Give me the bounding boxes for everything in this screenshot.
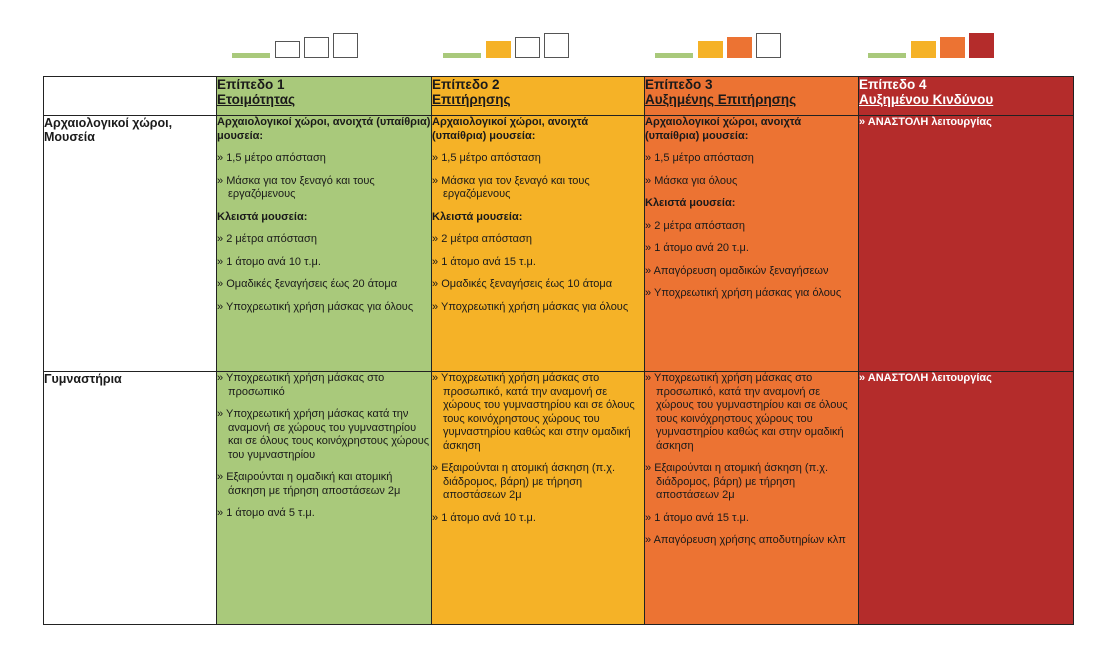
bullet-item: » 1 άτομο ανά 20 τ.μ. <box>645 242 858 256</box>
bullet-item: » Εξαιρούνται η ομαδική και ατομική άσκηση με τήρηση αποστάσεων 2μ <box>217 471 431 498</box>
level-4-name: Αυξημένου Κινδύνου <box>859 92 994 107</box>
subheading: Κλειστά μουσεία: <box>645 197 736 209</box>
level-3-name: Αυξημένης Επιτήρησης <box>645 92 797 107</box>
bullet-item: » Υποχρεωτική χρήση μάσκας στο προσωπικό, κατά την αναμονή σε χώρους του γυμναστηρίου και σε όλους τους κοινόχρηστους χώρους του γυμναστηρίου καθώς και στην ομαδική άσκηση <box>645 372 858 453</box>
row-label-gyms: Γυμναστήρια <box>44 372 217 625</box>
subheading: Αρχαιολογικοί χώροι, ανοιχτά (υπαίθρια) μουσεία: <box>432 116 589 142</box>
bullet-item: » 1 άτομο ανά 10 τ.μ. <box>217 256 431 270</box>
level-2-header <box>432 77 645 116</box>
subheading: Κλειστά μουσεία: <box>217 210 308 223</box>
cell-museums-level-2 <box>432 116 645 372</box>
bullet-item: » 1,5 μέτρο απόσταση <box>645 152 858 166</box>
cell-museums-level-4 <box>859 116 1074 372</box>
bullet-item: » 1 άτομο ανά 15 τ.μ. <box>645 512 858 526</box>
bullet-item: » Υποχρεωτική χρήση μάσκας στο προσωπικό, κατά την αναμονή σε χώρους του γυμναστηρίου και σε όλους τους κοινόχρηστους χώρους του γυμναστηρίου καθώς και στην ομαδική άσκηση <box>432 372 644 453</box>
cell-gyms-level-2 <box>432 372 645 625</box>
subheading: Αρχαιολογικοί χώροι, ανοιχτά (υπαίθρια) μουσεία: <box>645 116 802 142</box>
cell-gyms-level-1 <box>217 372 432 625</box>
indicator-segment <box>443 53 481 58</box>
bullet-item: » 1,5 μέτρο απόσταση <box>432 152 644 166</box>
level-1-number: Επίπεδο 1 <box>217 77 285 92</box>
indicator-segment <box>515 37 540 58</box>
bullet-item: » Μάσκα για τον ξεναγό και τους εργαζόμενους <box>432 175 644 202</box>
level-4-number: Επίπεδο 4 <box>859 77 927 92</box>
row-label-museums: Αρχαιολογικοί χώροι, Μουσεία <box>44 116 217 372</box>
level-3-number: Επίπεδο 3 <box>645 77 713 92</box>
level-1-name: Ετοιμότητας <box>217 92 296 107</box>
indicator-segment <box>868 53 906 58</box>
bullet-item: » 1 άτομο ανά 5 τ.μ. <box>217 507 431 521</box>
bullet-item: » Ομαδικές ξεναγήσεις έως 20 άτομα <box>217 278 431 292</box>
level-4-header <box>859 77 1074 116</box>
level-1-header <box>217 77 432 116</box>
bullet-item: » Υποχρεωτική χρήση μάσκας κατά την αναμονή σε χώρους του γυμναστηρίου και σε όλους τους κοινόχρηστους χώρους του γυμναστηρίου <box>217 408 431 462</box>
bullet-item: » Υποχρεωτική χρήση μάσκας για όλους <box>217 301 431 315</box>
bullet-item: » 1 άτομο ανά 10 τ.μ. <box>432 512 644 526</box>
bullet-item: » Ομαδικές ξεναγήσεις έως 10 άτομα <box>432 278 644 292</box>
bullet-item: » 2 μέτρα απόσταση <box>217 233 431 247</box>
indicator-segment <box>304 37 329 58</box>
indicator-segment <box>756 33 781 58</box>
indicator-segment <box>544 33 569 58</box>
indicator-segment <box>727 37 752 58</box>
level-indicator-3 <box>655 32 775 58</box>
indicator-segment <box>940 37 965 58</box>
bullet-item: » Υποχρεωτική χρήση μάσκας στο προσωπικό <box>217 372 431 399</box>
bullet-item: » ΑΝΑΣΤΟΛΗ λειτουργίας <box>859 372 1073 386</box>
indicator-segment <box>698 41 723 58</box>
subheading: Κλειστά μουσεία: <box>432 210 523 223</box>
bullet-item: » 1,5 μέτρο απόσταση <box>217 152 431 166</box>
level-indicator-2 <box>443 32 563 58</box>
level-2-name: Επιτήρησης <box>432 92 511 107</box>
indicator-segment <box>275 41 300 58</box>
cell-gyms-level-3 <box>645 372 859 625</box>
bullet-item: » Μάσκα για τον ξεναγό και τους εργαζόμενους <box>217 175 431 202</box>
bullet-item: » Υποχρεωτική χρήση μάσκας για όλους <box>432 301 644 315</box>
bullet-item: » 2 μέτρα απόσταση <box>645 220 858 234</box>
bullet-item: » Εξαιρούνται η ατομική άσκηση (π.χ. διάδρομος, βάρη) με τήρηση αποστάσεων 2μ <box>645 462 858 503</box>
corner-cell <box>44 77 217 116</box>
indicator-segment <box>911 41 936 58</box>
indicator-segment <box>486 41 511 58</box>
measures-table <box>43 76 1074 625</box>
level-indicator-4 <box>868 32 988 58</box>
indicator-segment <box>655 53 693 58</box>
indicator-segment <box>333 33 358 58</box>
bullet-item: » 1 άτομο ανά 15 τ.μ. <box>432 256 644 270</box>
bullet-item: » Απαγόρευση ομαδικών ξεναγήσεων <box>645 265 858 279</box>
bullet-item: » Απαγόρευση χρήσης αποδυτηρίων κλπ <box>645 534 858 548</box>
row-gyms <box>44 372 1074 625</box>
bullet-item: » Υποχρεωτική χρήση μάσκας για όλους <box>645 287 858 301</box>
cell-museums-level-3 <box>645 116 859 372</box>
bullet-item: » 2 μέτρα απόσταση <box>432 233 644 247</box>
row-museums <box>44 116 1074 372</box>
bullet-item: » Εξαιρούνται η ατομική άσκηση (π.χ. διάδρομος, βάρη) με τήρηση αποστάσεων 2μ <box>432 462 644 503</box>
cell-gyms-level-4 <box>859 372 1074 625</box>
indicator-segment <box>232 53 270 58</box>
bullet-item: » Μάσκα για όλους <box>645 175 858 189</box>
cell-museums-level-1 <box>217 116 432 372</box>
level-indicator-1 <box>232 32 352 58</box>
header-row <box>44 77 1074 116</box>
level-3-header <box>645 77 859 116</box>
level-2-number: Επίπεδο 2 <box>432 77 500 92</box>
bullet-item: » ΑΝΑΣΤΟΛΗ λειτουργίας <box>859 116 1073 130</box>
subheading: Αρχαιολογικοί χώροι, ανοιχτά (υπαίθρια) μουσεία: <box>217 116 431 142</box>
indicator-segment <box>969 33 994 58</box>
